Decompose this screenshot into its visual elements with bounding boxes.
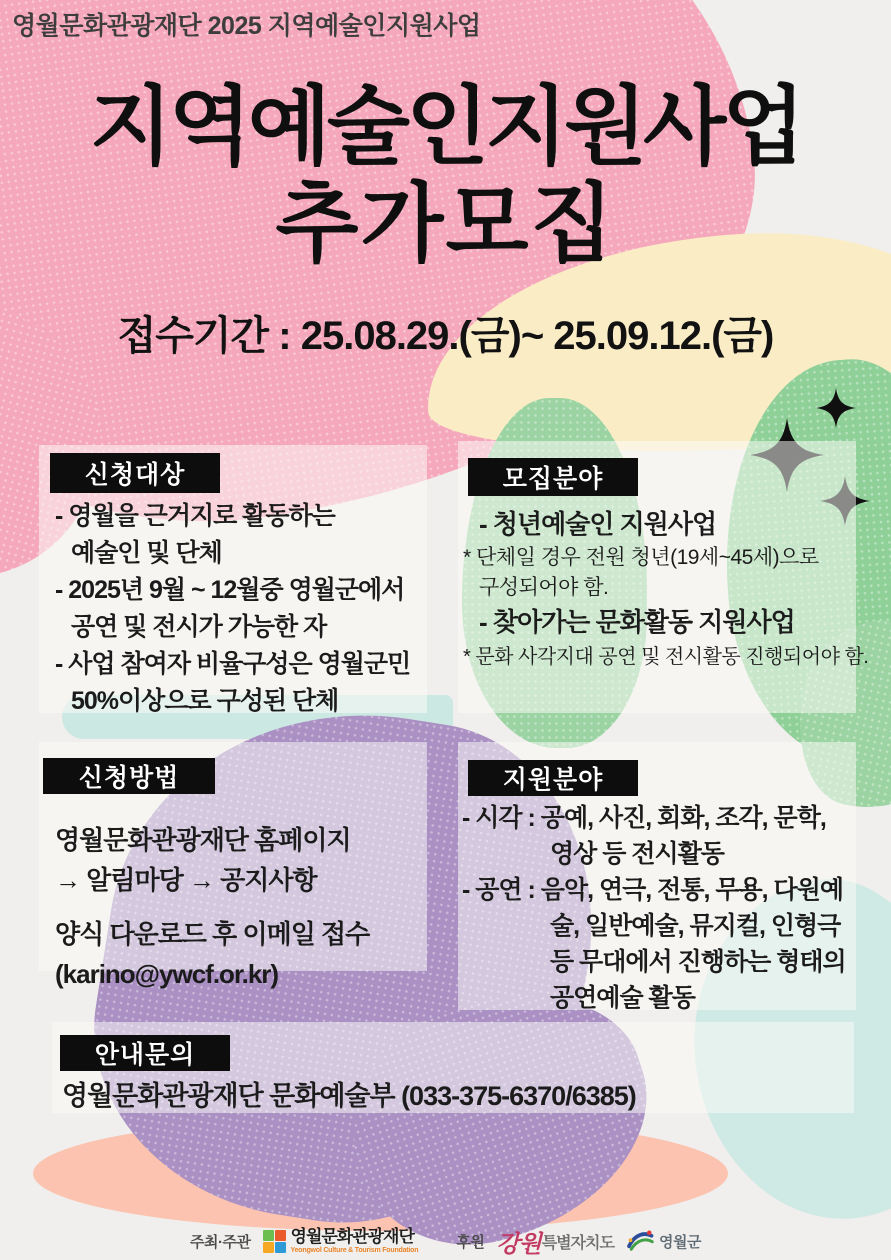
foundation-logo (263, 1226, 419, 1254)
fields-note: * 단체일 경우 전원 청년(19세~45세)으로 (463, 546, 819, 569)
yeongwol-logo-text: 영월군 (658, 1233, 701, 1251)
yeongwol-logo (626, 1229, 701, 1253)
support-line: - 시각 : 공예, 사진, 회화, 조각, 문학, (462, 804, 826, 832)
support-line: - 공연 : 음악, 연극, 전통, 무용, 다원예 (462, 876, 844, 904)
section-body-support (462, 800, 846, 1016)
section-header-fields: 모집분야 (468, 458, 638, 496)
section-header-contact: 안내문의 (60, 1035, 230, 1071)
fields-item: - 찾아가는 문화활동 지원사업 (479, 607, 795, 637)
poster-title-line2: 추가모집 (275, 176, 616, 272)
logo-square-orange (263, 1242, 274, 1253)
target-line: - 영월을 근거지로 활동하는 (55, 502, 335, 530)
section-body-target (55, 498, 410, 720)
sponsor-label: 후원 (456, 1233, 485, 1251)
fields-note: * 문화 사각지대 공연 및 전시활동 진행되어야 함. (463, 646, 869, 668)
section-header-method: 신청방법 (43, 758, 215, 794)
poster-title (0, 78, 891, 272)
method-line: 양식 다운로드 후 이메일 접수 (55, 919, 370, 949)
sparkle-icon-small (816, 388, 856, 428)
target-line: 공연 및 전시가 가능한 자 (71, 613, 327, 641)
contact-text: 영월문화관광재단 문화예술부 (033-375-6370/6385) (62, 1081, 636, 1111)
section-header-target: 신청대상 (50, 453, 220, 493)
fields-item: - 청년예술인 지원사업 (479, 509, 717, 539)
support-line: 술, 일반예술, 뮤지컬, 인형극 (550, 912, 841, 940)
section-header-support: 지원분야 (468, 760, 638, 796)
application-period: 접수기간 : 25.08.29.(금)~ 25.09.12.(금) (117, 314, 774, 358)
gangwon-logo (496, 1224, 614, 1259)
yeongwol-logo-icon (626, 1229, 656, 1253)
host-label: 주최·주관 (190, 1233, 251, 1251)
poster-title-line1: 지역예술인지원사업 (89, 79, 802, 175)
target-line: - 2025년 9월 ~ 12월중 영월군에서 (55, 576, 405, 604)
fields-note: 구성되어야 함. (479, 576, 609, 599)
host-name: 영월문화관광재단 (290, 1226, 414, 1246)
method-line: 영월문화관광재단 홈페이지 (55, 825, 351, 855)
host-subtitle: Yeongwol Culture & Tourism Foundation (290, 1246, 419, 1254)
footer (0, 1224, 891, 1258)
section-body-method (55, 820, 369, 994)
foundation-logo-icon (263, 1230, 286, 1253)
logo-square-green (263, 1230, 274, 1241)
gangwon-logo-rest: 특별자치도 (541, 1234, 614, 1252)
support-line: 영상 등 전시활동 (550, 840, 724, 868)
method-line: (karino@ywcf.or.kr) (55, 959, 279, 989)
logo-square-red (275, 1230, 286, 1241)
logo-square-blue (275, 1242, 286, 1253)
support-line: 등 무대에서 진행하는 형태의 (550, 948, 846, 976)
section-body-fields (463, 505, 868, 673)
gangwon-logo-text: 강원 (496, 1230, 541, 1258)
poster-top-label: 영월문화관광재단 2025 지역예술인지원사업 (12, 12, 481, 40)
foundation-logo-text (290, 1226, 419, 1254)
target-line: 예술인 및 단체 (71, 539, 222, 567)
method-line: → 알림마당 → 공지사항 (55, 865, 317, 895)
target-line: 50%이상으로 구성된 단체 (71, 687, 339, 715)
target-line: - 사업 참여자 비율구성은 영월군민 (55, 650, 411, 678)
support-line: 공연예술 활동 (550, 984, 695, 1012)
